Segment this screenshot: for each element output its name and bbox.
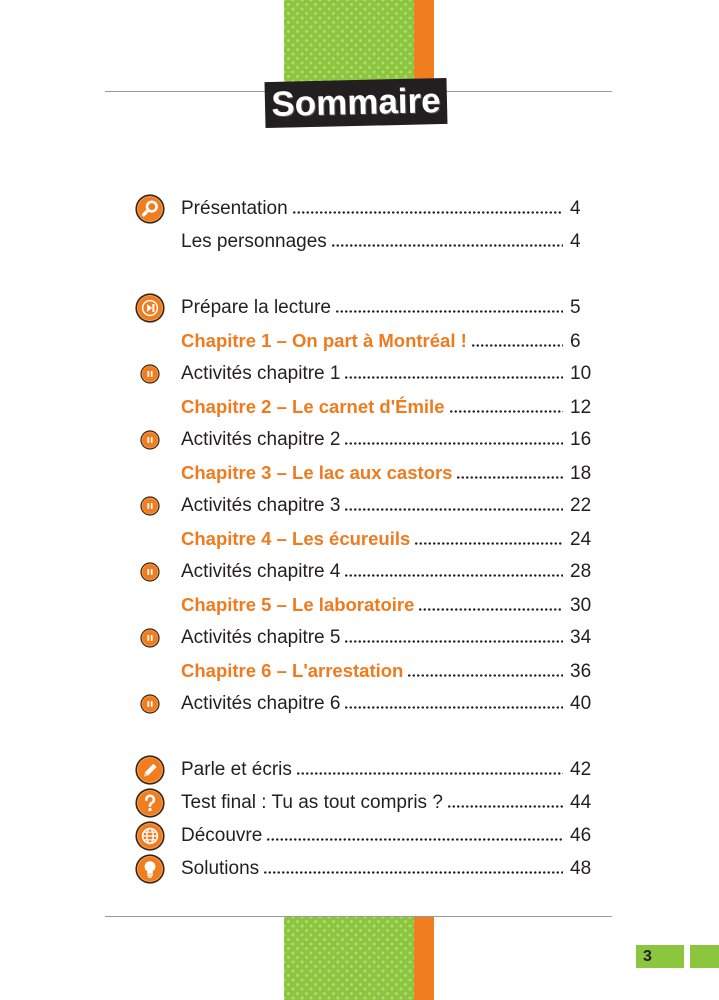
dot-leader xyxy=(418,608,563,611)
dot-leader xyxy=(344,706,563,709)
dot-leader xyxy=(471,344,563,347)
toc-entry-label: Les personnages xyxy=(181,231,327,252)
toc-page-number: 4 xyxy=(570,198,581,219)
toc-entry-label: Présentation xyxy=(181,198,288,219)
toc-page-number: 46 xyxy=(570,825,592,846)
toc-page-number: 18 xyxy=(570,463,592,484)
toc-entry-test-final xyxy=(130,786,594,819)
toc-entry-chapitre-1 xyxy=(130,324,594,357)
pause-icon xyxy=(140,694,160,714)
dot-leader xyxy=(344,640,563,643)
dot-leader xyxy=(344,574,563,577)
dot-leader xyxy=(331,244,563,247)
pause-icon xyxy=(140,562,160,582)
page-number: 3 xyxy=(643,948,652,965)
skip-forward-icon xyxy=(135,293,165,323)
dot-leader xyxy=(292,211,563,214)
dot-leader xyxy=(266,838,563,841)
pause-icon xyxy=(140,628,160,648)
toc-entry-activites-chapitre-3 xyxy=(130,489,594,522)
toc-entry-activites-chapitre-2 xyxy=(130,423,594,456)
toc-page-number: 16 xyxy=(570,429,592,450)
dot-leader xyxy=(344,442,563,445)
toc-entry-label: Découvre xyxy=(181,825,263,846)
toc-entry-label: Solutions xyxy=(181,858,260,879)
toc-chapter-label: Chapitre 4 – Les écureuils xyxy=(181,528,411,549)
toc-chapter-label: Chapitre 5 – Le laboratoire xyxy=(181,594,415,615)
lightbulb-icon xyxy=(135,854,165,884)
magnifier-icon xyxy=(135,194,165,224)
toc-entry-presentation xyxy=(130,192,594,225)
pencil-icon xyxy=(135,755,165,785)
toc-group-chapters xyxy=(130,291,594,720)
dot-leader xyxy=(449,410,564,413)
globe-icon xyxy=(135,821,165,851)
toc-entry-activites-chapitre-1 xyxy=(130,357,594,390)
toc-entry-chapitre-6 xyxy=(130,654,594,687)
pause-icon xyxy=(140,364,160,384)
page-tab-extension xyxy=(690,945,719,968)
toc-entry-label: Activités chapitre 1 xyxy=(181,363,341,384)
toc-group-end xyxy=(130,753,594,885)
dot-leader xyxy=(263,871,563,874)
toc-page-number: 10 xyxy=(570,363,592,384)
bottom-orange-band xyxy=(414,917,434,1000)
toc-page-number: 5 xyxy=(570,297,581,318)
toc-page-number: 28 xyxy=(570,561,592,582)
dot-leader xyxy=(456,476,563,479)
toc-chapter-label: Chapitre 2 – Le carnet d'Émile xyxy=(181,396,445,417)
dot-leader xyxy=(296,772,563,775)
toc-entry-activites-chapitre-6 xyxy=(130,687,594,720)
pause-icon xyxy=(140,430,160,450)
toc-entry-decouvre xyxy=(130,819,594,852)
toc-entry-chapitre-4 xyxy=(130,522,594,555)
toc-chapter-label: Chapitre 3 – Le lac aux castors xyxy=(181,462,453,483)
dot-leader xyxy=(447,805,563,808)
toc-page-number: 44 xyxy=(570,792,592,813)
dot-leader xyxy=(335,310,563,313)
toc-page-number: 4 xyxy=(570,231,581,252)
toc-page-number: 24 xyxy=(570,529,592,550)
toc-entry-chapitre-5 xyxy=(130,588,594,621)
dot-leader xyxy=(407,674,563,677)
toc-entry-parle-et-ecris xyxy=(130,753,594,786)
toc-entry-label: Activités chapitre 2 xyxy=(181,429,341,450)
toc-page-number: 34 xyxy=(570,627,592,648)
toc-entry-activites-chapitre-5 xyxy=(130,621,594,654)
toc-entry-label: Prépare la lecture xyxy=(181,297,331,318)
toc-page-number: 12 xyxy=(570,397,592,418)
toc-entry-activites-chapitre-4 xyxy=(130,555,594,588)
toc-chapter-label: Chapitre 6 – L'arrestation xyxy=(181,660,404,681)
top-green-band xyxy=(284,0,414,91)
toc-entry-label: Activités chapitre 4 xyxy=(181,561,341,582)
toc-entry-prepare-la-lecture xyxy=(130,291,594,324)
toc-page-number: 42 xyxy=(570,759,592,780)
dot-leader xyxy=(344,376,563,379)
toc-page-number: 30 xyxy=(570,595,592,616)
dot-leader xyxy=(414,542,563,545)
toc-page-number: 40 xyxy=(570,693,592,714)
table-of-contents xyxy=(130,192,594,885)
toc-page-number: 36 xyxy=(570,661,592,682)
toc-entry-label: Parle et écris xyxy=(181,759,292,780)
dot-leader xyxy=(344,508,563,511)
toc-page-number: 6 xyxy=(570,331,581,352)
title-box xyxy=(265,78,448,128)
toc-entry-chapitre-3 xyxy=(130,456,594,489)
toc-entry-les-personnages xyxy=(130,225,594,258)
toc-group-intro xyxy=(130,192,594,258)
pause-icon xyxy=(140,496,160,516)
toc-entry-label: Activités chapitre 6 xyxy=(181,693,341,714)
bottom-green-band xyxy=(284,917,414,1000)
toc-entry-label: Activités chapitre 3 xyxy=(181,495,341,516)
toc-entry-solutions xyxy=(130,852,594,885)
page-title: Sommaire xyxy=(270,81,442,124)
toc-entry-label: Activités chapitre 5 xyxy=(181,627,341,648)
page-number-tab xyxy=(636,945,684,968)
toc-entry-label: Test final : Tu as tout compris ? xyxy=(181,792,443,813)
toc-chapter-label: Chapitre 1 – On part à Montréal ! xyxy=(181,330,467,351)
toc-entry-chapitre-2 xyxy=(130,390,594,423)
toc-page-number: 22 xyxy=(570,495,592,516)
question-mark-icon xyxy=(135,788,165,818)
toc-page-number: 48 xyxy=(570,858,592,879)
